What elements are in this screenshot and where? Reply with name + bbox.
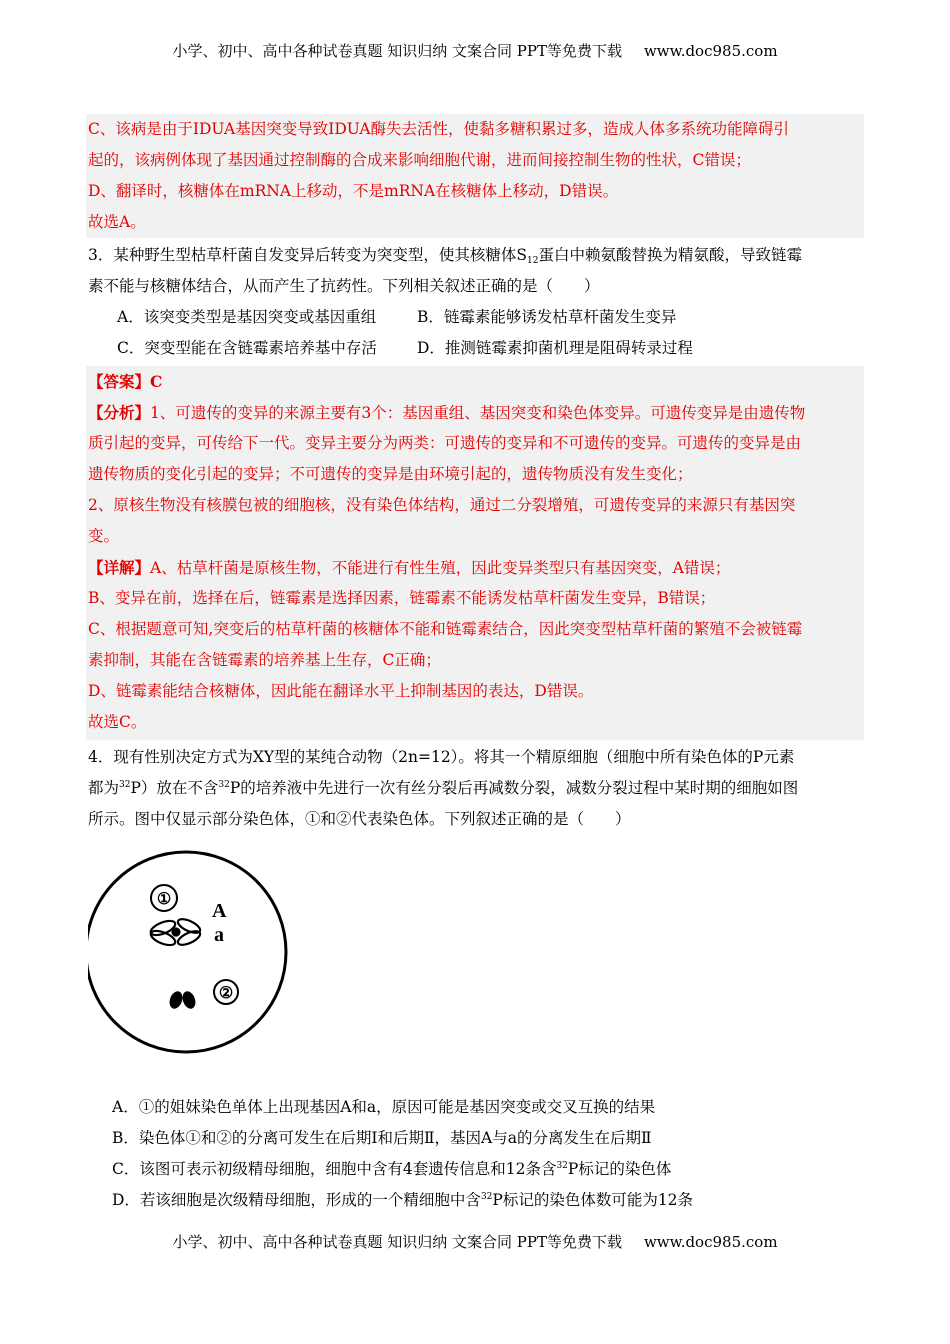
- question-4-stem-line2: 都为$^{32}$P）放在不含$^{32}$P的培养液中先进行一次有丝分裂后再减数分裂，减数分裂过程中某时期的细胞如图: [88, 779, 799, 797]
- answer-line: 起的，该病例体现了基因通过控制酶的合成来影响细胞代谢，进而间接控制生物的性状，C错误；: [88, 151, 751, 169]
- q3-answer-block: [88, 366, 864, 738]
- q3-option-c: C．突变型能在含链霉素培养基中存活: [117, 339, 377, 357]
- cell-diagram: [88, 846, 288, 1060]
- analysis-line: 【分析】1、可遗传的变异的来源主要有3个：基因重组、基因突变和染色体变异。可遗传变异是由遗传物: [88, 403, 806, 422]
- page-header: [0, 40, 950, 61]
- question-4-stem-line1: 4．现有性别决定方式为XY型的某纯合动物（2n=12）。将其一个精原细胞（细胞中所有染色体的P元素: [88, 748, 795, 766]
- answer-line: 【答案】C: [88, 372, 163, 391]
- gene-label-lower: a: [214, 924, 224, 946]
- analysis-line: 遗传物质的变化引起的变异；不可遗传的变异是由环境引起的，遗传物质没有发生变化；: [88, 465, 693, 483]
- footer-url: www.doc985.com: [643, 1233, 778, 1251]
- q4-option-d: D．若该细胞是次级精母细胞，形成的一个精细胞中含$^{32}$P标记的染色体数可能为12条: [112, 1191, 694, 1209]
- detail-line: 故选C。: [88, 713, 147, 731]
- q4-option-b: B．染色体①和②的分离可发生在后期Ⅰ和后期Ⅱ，基因A与a的分离发生在后期Ⅱ: [112, 1129, 652, 1147]
- question-3-stem-line2: 素不能与核糖体结合，从而产生了抗药性。下列相关叙述正确的是（ ）: [88, 277, 600, 295]
- analysis-line: 2、原核生物没有核膜包被的细胞核，没有染色体结构，通过二分裂增殖，可遗传变异的来源只有基因突: [88, 496, 796, 514]
- question-3: [88, 240, 864, 302]
- cell-membrane-circle: [88, 852, 286, 1052]
- page-footer: [0, 1231, 950, 1252]
- q3-option-a: A．该突变类型是基因突变或基因重组: [117, 308, 377, 326]
- answer-line: 故选A。: [88, 213, 146, 231]
- label-2-text: ②: [218, 985, 234, 1002]
- detail-line: C、根据题意可知,突变后的枯草杆菌的核糖体不能和链霉素结合，因此突变型枯草杆菌的繁殖不会被链霉: [88, 620, 803, 638]
- question-3-stem-line1: 3．某种野生型枯草杆菌自发变异后转变为突变型，使其核糖体$S_{12}$蛋白中赖氨酸替换为精氨酸，导致链霉: [88, 246, 802, 266]
- answer-line: D、翻译时，核糖体在mRNA上移动，不是mRNA在核糖体上移动，D错误。: [88, 182, 619, 200]
- q4-option-c: C．该图可表示初级精母细胞，细胞中含有4套遗传信息和12条含$^{32}$P标记的染色体: [112, 1160, 672, 1178]
- answer-line: C、该病是由于IDUA基因突变导致IDUA酶失去活性，使黏多糖积累过多，造成人体多系统功能障碍引: [88, 120, 790, 138]
- detail-line: 素抑制，其能在含链霉素的培养基上生存，C正确；: [88, 651, 441, 669]
- chromosome-1: [149, 916, 202, 948]
- question-4: [88, 742, 864, 835]
- q4-option-a: A．①的姐妹染色单体上出现基因A和a，原因可能是基因突变或交叉互换的结果: [112, 1098, 656, 1116]
- q3-option-d: D．推测链霉素抑菌机理是阻碍转录过程: [417, 339, 693, 357]
- gene-label-upper: A: [212, 900, 227, 922]
- prev-answer-block: [88, 114, 864, 238]
- header-url: www.doc985.com: [643, 42, 778, 60]
- analysis-line: 变。: [88, 527, 120, 545]
- question-4-stem-line3: 所示。图中仅显示部分染色体，①和②代表染色体。下列叙述正确的是（ ）: [88, 810, 631, 828]
- chromosome-2: [167, 989, 197, 1010]
- q3-option-b: B．链霉素能够诱发枯草杆菌发生变异: [417, 308, 677, 326]
- analysis-line: 质引起的变异，可传给下一代。变异主要分为两类：可遗传的变异和不可遗传的变异。可遗传的变异是由: [88, 434, 802, 452]
- footer-text: 小学、初中、高中各种试卷真题 知识归纳 文案合同 PPT等免费下载: [172, 1233, 622, 1251]
- label-1-text: ①: [156, 891, 172, 908]
- detail-line: D、链霉素能结合核糖体，因此能在翻译水平上抑制基因的表达，D错误。: [88, 682, 594, 700]
- header-text: 小学、初中、高中各种试卷真题 知识归纳 文案合同 PPT等免费下载: [172, 42, 622, 60]
- detail-line: 【详解】A、枯草杆菌是原核生物，不能进行有性生殖，因此变异类型只有基因突变，A错误；: [88, 558, 731, 577]
- detail-line: B、变异在前，选择在后，链霉素是选择因素，链霉素不能诱发枯草杆菌发生变异，B错误；: [88, 589, 716, 607]
